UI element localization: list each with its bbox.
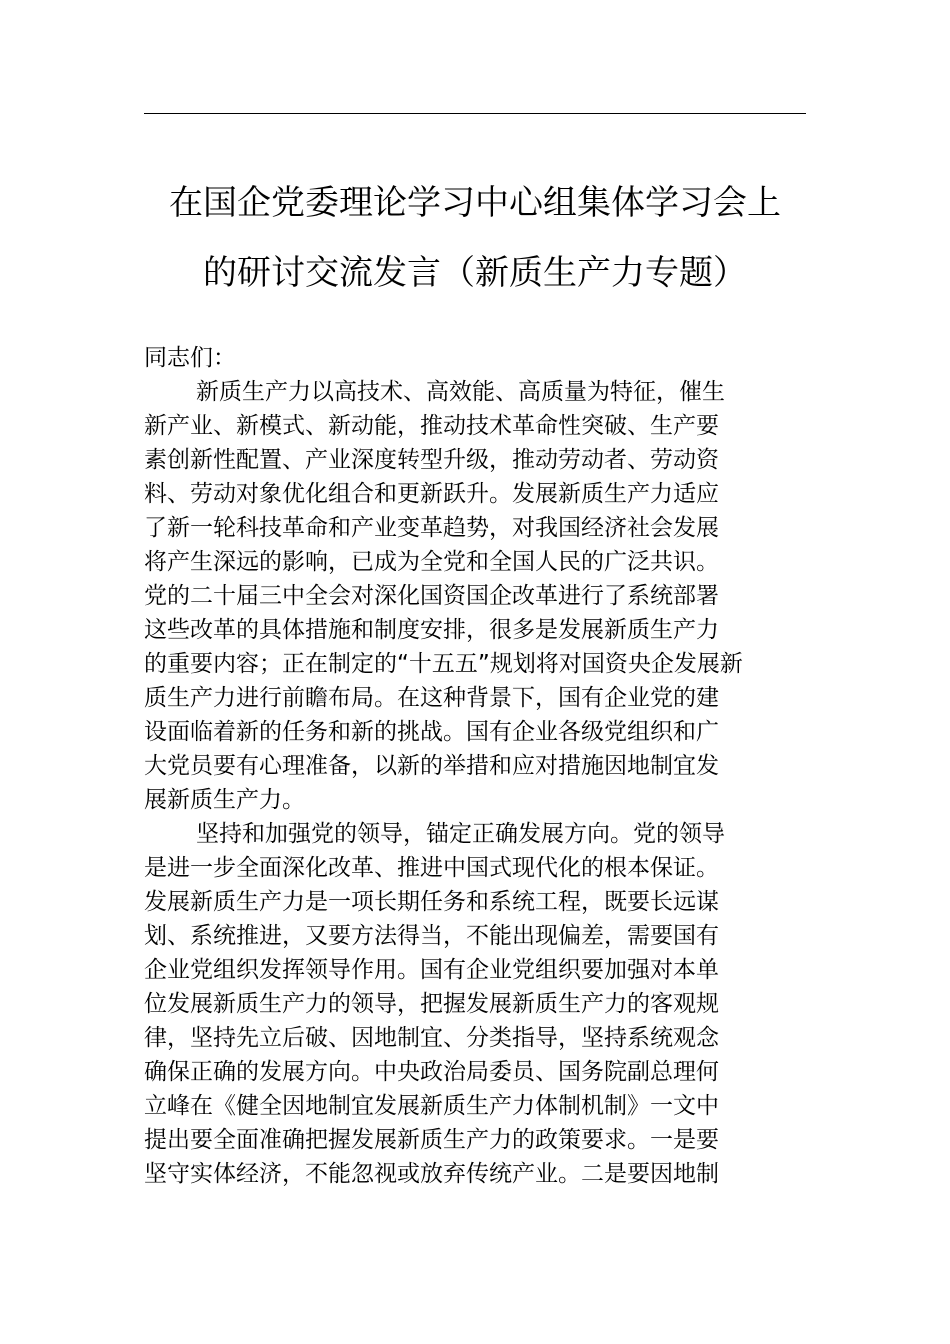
paragraph-line: 划、系统推进，又要方法得当，不能出现偏差，需要国有 — [144, 923, 719, 949]
paragraph-1 — [144, 375, 806, 817]
title-line-2: 的研讨交流发言（新质生产力专题） — [203, 253, 747, 293]
paragraph-line: 了新一轮科技革命和产业变革趋势，对我国经济社会发展 — [144, 515, 719, 541]
paragraph-line: 发展新质生产力是一项长期任务和系统工程，既要长远谋 — [144, 889, 719, 915]
paragraph-line: 确保正确的发展方向。中央政治局委员、国务院副总理何 — [144, 1059, 719, 1085]
paragraph-line: 素创新性配置、产业深度转型升级，推动劳动者、劳动资 — [144, 447, 719, 473]
paragraph-line: 的重要内容；正在制定的“十五五”规划将对国资央企发展新 — [144, 651, 743, 677]
paragraph-line: 是进一步全面深化改革、推进中国式现代化的根本保证。 — [144, 855, 719, 881]
paragraph-line: 立峰在《健全因地制宜发展新质生产力体制机制》一文中 — [144, 1093, 719, 1119]
paragraph-line: 新产业、新模式、新动能，推动技术革命性突破、生产要 — [144, 413, 719, 439]
paragraph-line: 大党员要有心理准备，以新的举措和应对措施因地制宜发 — [144, 753, 719, 779]
document-title — [140, 168, 810, 308]
paragraph-line: 坚持和加强党的领导，锚定正确发展方向。党的领导 — [196, 821, 725, 847]
paragraph-line: 律，坚持先立后破、因地制宜、分类指导，坚持系统观念 — [144, 1025, 719, 1051]
paragraph-line: 质生产力进行前瞻布局。在这种背景下，国有企业党的建 — [144, 685, 719, 711]
paragraph-line: 新质生产力以高技术、高效能、高质量为特征，催生 — [196, 379, 725, 405]
title-line-1: 在国企党委理论学习中心组集体学习会上 — [169, 183, 781, 223]
header-rule — [144, 113, 806, 114]
paragraph-2 — [144, 817, 806, 1191]
paragraph-line: 展新质生产力。 — [144, 787, 305, 813]
paragraph-line: 将产生深远的影响，已成为全党和全国人民的广泛共识。 — [144, 549, 719, 575]
paragraph-line: 料、劳动对象优化组合和更新跃升。发展新质生产力适应 — [144, 481, 719, 507]
paragraph-line: 提出要全面准确把握发展新质生产力的政策要求。一是要 — [144, 1127, 719, 1153]
paragraph-line: 企业党组织发挥领导作用。国有企业党组织要加强对本单 — [144, 957, 719, 983]
paragraph-line: 党的二十届三中全会对深化国资国企改革进行了系统部署 — [144, 583, 719, 609]
salutation: 同志们： — [144, 345, 236, 371]
paragraph-line: 这些改革的具体措施和制度安排，很多是发展新质生产力 — [144, 617, 719, 643]
paragraph-line: 坚守实体经济，不能忽视或放弃传统产业。二是要因地制 — [144, 1161, 719, 1187]
paragraph-line: 位发展新质生产力的领导，把握发展新质生产力的客观规 — [144, 991, 719, 1017]
document-body — [144, 341, 806, 1191]
paragraph-line: 设面临着新的任务和新的挑战。国有企业各级党组织和广 — [144, 719, 719, 745]
